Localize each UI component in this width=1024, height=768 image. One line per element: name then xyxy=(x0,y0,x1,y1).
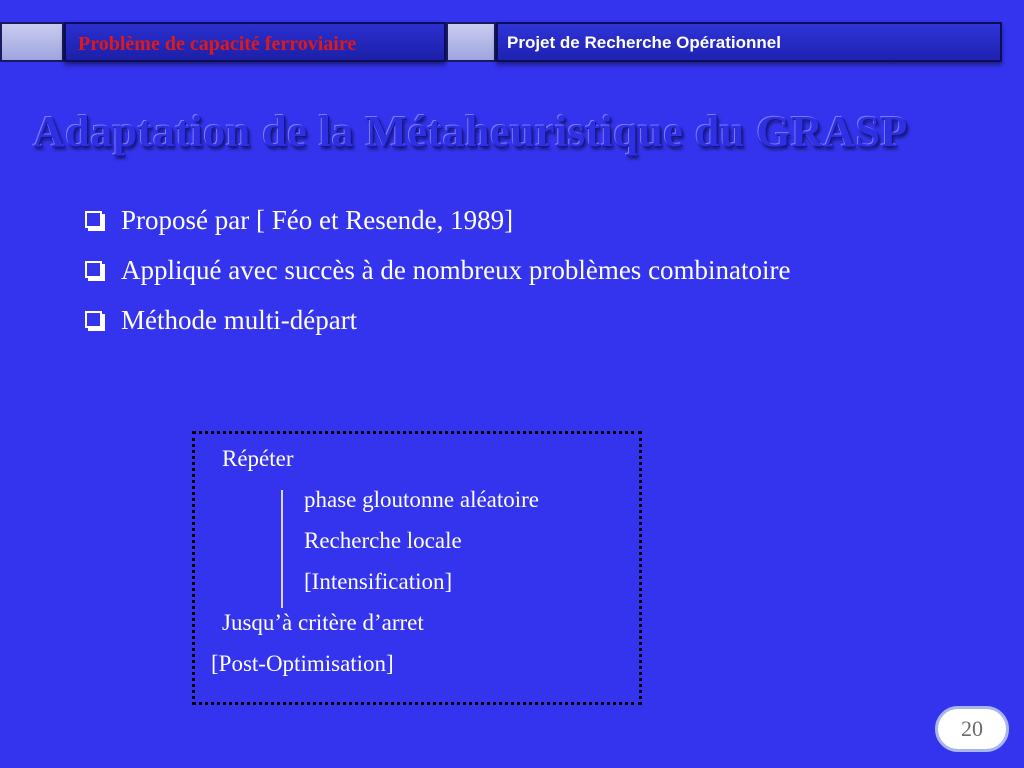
algorithm-box xyxy=(192,431,642,705)
header-left-block xyxy=(0,22,64,62)
bullet-list xyxy=(84,200,964,340)
post-optimisation: [Post-Optimisation] xyxy=(211,651,394,676)
header-middle-block xyxy=(446,22,496,62)
algorithm-step: [Intensification] xyxy=(304,569,453,594)
page-number-badge: 20 xyxy=(935,706,1009,752)
header-left-title: Problème de capacité ferroviaire xyxy=(78,33,357,55)
algorithm-step: phase gloutonne aléatoire xyxy=(304,487,540,512)
bullet-text: Appliqué avec succès à de nombreux problèmes combinatoire xyxy=(121,255,791,285)
bullet-item xyxy=(84,300,964,340)
bullet-text: Méthode multi-départ xyxy=(121,305,358,335)
checkbox-bullet-icon xyxy=(85,211,102,228)
bullet-item xyxy=(84,250,964,290)
until-condition: Jusqu’à critère d’arret xyxy=(222,610,424,635)
header-bar xyxy=(0,22,1002,66)
algorithm-step: Recherche locale xyxy=(304,528,462,553)
header-right-title: Projet de Recherche Opérationnel xyxy=(507,33,781,52)
bullet-text: Proposé par [ Féo et Resende, 1989] xyxy=(121,205,514,235)
checkbox-bullet-icon xyxy=(85,311,102,328)
repeat-keyword: Répéter xyxy=(222,446,294,471)
slide-title: Adaptation de la Métaheuristique du GRASP xyxy=(33,107,908,156)
bullet-item xyxy=(84,200,964,240)
loop-body-bar xyxy=(281,490,283,608)
checkbox-bullet-icon xyxy=(85,261,102,278)
